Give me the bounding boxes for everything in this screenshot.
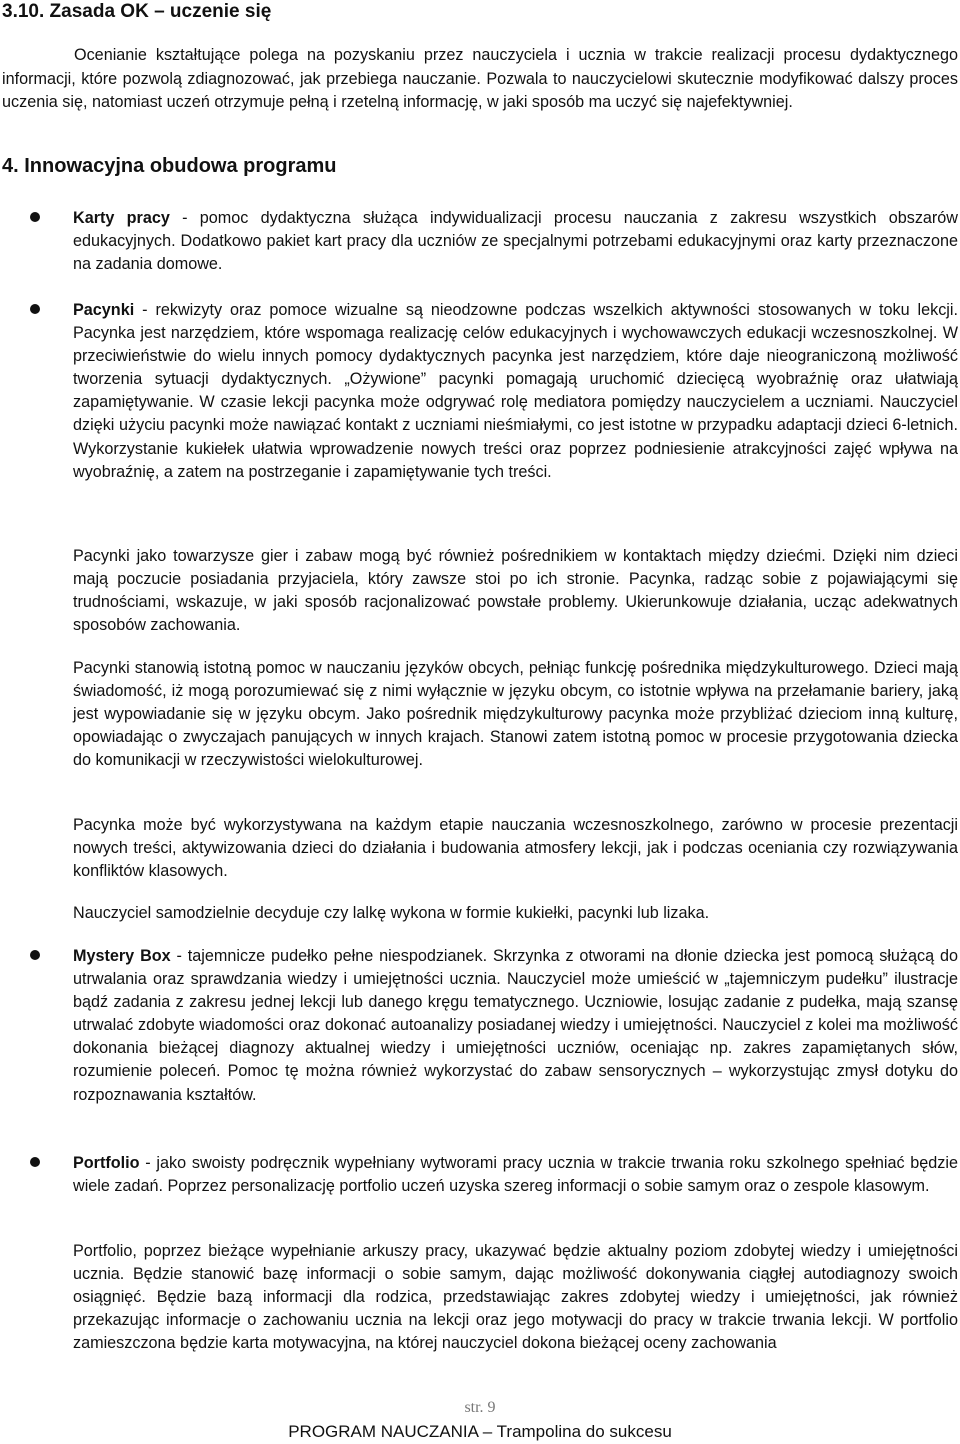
pacynki-paragraph: Pacynka może być wykorzystywana na każdym etapie nauczania wczesnoszkolnego, zarówno w procesie prezentacji nowych treści, aktywizowania dzieci do działania i budowania atmosfery lekcji, jak i podczas oceniania czy rozwiązywania konfliktów klasowych. <box>73 816 958 881</box>
list-item-karty-pracy <box>73 207 958 276</box>
list-item-text: - pomoc dydaktyczna służąca indywidualizacji procesu nauczania z zakresu wszystkich obszarów edukacyjnych. Dodatkowo pakiet kart pracy dla uczniów ze specjalnymi potrzebami edukacyjnymi oraz karty przeznaczone na zadania domowe. <box>73 209 958 274</box>
list-item-term: Mystery Box <box>73 947 171 965</box>
bullet-icon <box>30 1157 40 1167</box>
bullet-icon <box>30 212 40 222</box>
page-number: str. 9 <box>464 1399 496 1416</box>
bullet-icon <box>30 304 40 314</box>
list-item-text: - jako swoisty podręcznik wypełniany wytworami pracy ucznia w trakcie trwania roku szkolnego spełniać będzie wiele zadań. Poprzez personalizację portfolio uczeń uzyska szereg informacji o sobie samym oraz o zespole klasowym. <box>73 1154 958 1196</box>
pacynki-paragraph: Pacynki stanowią istotną pomoc w nauczaniu języków obcych, pełniąc funkcję pośrednika międzykulturowego. Dzieci mają świadomość, iż mogą porozumiewać się z nimi wyłącznie w języku obcym, co istotnie wpływa na przełamanie bariery, jaką jest wypowiadanie się w języku obcym. Jako pośrednik międzykulturowy pacynka może przybliżać dzieciom inną kulturę, opowiadając o zwyczajach panujących w innych krajach. Stanowi zatem istotną pomoc w procesie przygotowania dziecka do komunikacji w rzeczywistości wielokulturowej. <box>73 659 958 770</box>
list-item-pacynki <box>73 299 958 484</box>
section-title: 3.10. Zasada OK – uczenie się <box>2 1 272 22</box>
list-item-mystery-box <box>73 945 958 1107</box>
list-item-portfolio <box>73 1152 958 1198</box>
pacynki-paragraph: Pacynki jako towarzysze gier i zabaw mogą być również pośrednikiem w kontaktach między dziećmi. Dzięki nim dzieci mają poczucie posiadania przyjaciela, który zawsze stoi po ich stronie. Pacynka, radząc sobie z pojawiającymi się trudnościami, wskazuje, w jaki sposób racjonalizować powstałe problemy. Ukierunkowuje działania, ucząc adekwatnych sposobów zachowania. <box>73 547 958 635</box>
pacynki-paragraph: Nauczyciel samodzielnie decyduje czy lalkę wykona w formie kukiełki, pacynki lub lizaka. <box>73 904 710 922</box>
list-item-text: - rekwizyty oraz pomoce wizualne są nieodzowne podczas wszelkich aktywności stosowanych w toku lekcji. Pacynka jest narzędziem, które wspomaga realizację celów edukacyjnych i wychowawczych edukacji wczesnoszkolnej. W przeciwieństwie do wielu innych pomocy dydaktycznych pacynka jest narzędziem, które daje nieograniczoną możliwość tworzenia sytuacji dydaktycznych. „Ożywione” pacynki pomagają uruchomić dziecięcą wyobraźnię oraz ułatwiają zapamiętywanie. W czasie lekcji pacynka może odgrywać rolę mediatora pomiędzy nauczycielem a uczniami. Nauczyciel dzięki użyciu pacynki może nawiązać kontakt z uczniami nieśmiałymi, co jest istotne w przypadku adaptacji dzieci 6-letnich. Wykorzystanie kukiełek ułatwia wprowadzenie nowych treści oraz poprzez podniesienie atrakcyjności zajęć wpływa na wyobraźnię, a zatem na postrzeganie i zapamiętywanie tych treści. <box>73 301 958 481</box>
list-item-term: Pacynki <box>73 301 135 319</box>
footer-title: PROGRAM NAUCZANIA – Trampolina do sukcesu <box>288 1422 672 1441</box>
bullet-icon <box>30 950 40 960</box>
portfolio-paragraph: Portfolio, poprzez bieżące wypełnianie arkuszy pracy, ukazywać będzie aktualny poziom zdobytej wiedzy i umiejętności ucznia. Będzie stanowić bazę informacji o sobie samym, dając możliwość dokonywania ciągłej autodiagnozy swoich osiągnięć. Będzie bazą informacji dla rodzica, przedstawiając zakres zdobytej wiedzy i umiejętności, jak również przekazując informacje o zachowaniu ucznia na lekcji oraz jego motywacji do pracy w trakcie trwania lekcji. W portfolio zamieszczona będzie karta motywacyjna, na której nauczyciel dokona bieżącej oceny zachowania <box>73 1242 958 1353</box>
list-item-term: Karty pracy <box>73 209 170 227</box>
intro-paragraph: Ocenianie kształtujące polega na pozyskaniu przez nauczyciela i ucznia w trakcie realizacji procesu dydaktycznego informacji, które pozwolą zdiagnozować, jak przebiega nauczanie. Pozwala to nauczycielowi skutecznie modyfikować dalszy proces uczenia się, natomiast uczeń otrzymuje pełną i rzetelną informację, w jaki sposób ma uczyć się najefektywniej. <box>2 46 958 111</box>
list-item-term: Portfolio <box>73 1154 140 1172</box>
section-heading: 4. Innowacyjna obudowa programu <box>2 155 337 177</box>
list-item-text: - tajemnicze pudełko pełne niespodzianek. Skrzynka z otworami na dłonie dziecka jest pomocą służącą do utrwalania oraz sprawdzania wiedzy i umiejętności ucznia. Nauczyciel może umieścić w „tajemniczym pudełku” ilustracje bądź zadania z zakresu jednej lekcji lub danego kręgu tematycznego. Uczniowie, losując zadanie z pudełka, mają szansę utrwalać zdobyte wiadomości oraz dokonać autoanalizy posiadanej wiedzy i umiejętności. Nauczyciel z kolei ma możliwość dokonania bieżącej diagnozy aktualnej wiedzy i umiejętności uczniów, oceniając np. zakres zapamiętanych słów, rozumienie poleceń. Pomoc tę można również wykorzystać do zabaw sensorycznych – wykorzystując zmysł dotyku do rozpoznawania kształtów. <box>73 947 959 1104</box>
